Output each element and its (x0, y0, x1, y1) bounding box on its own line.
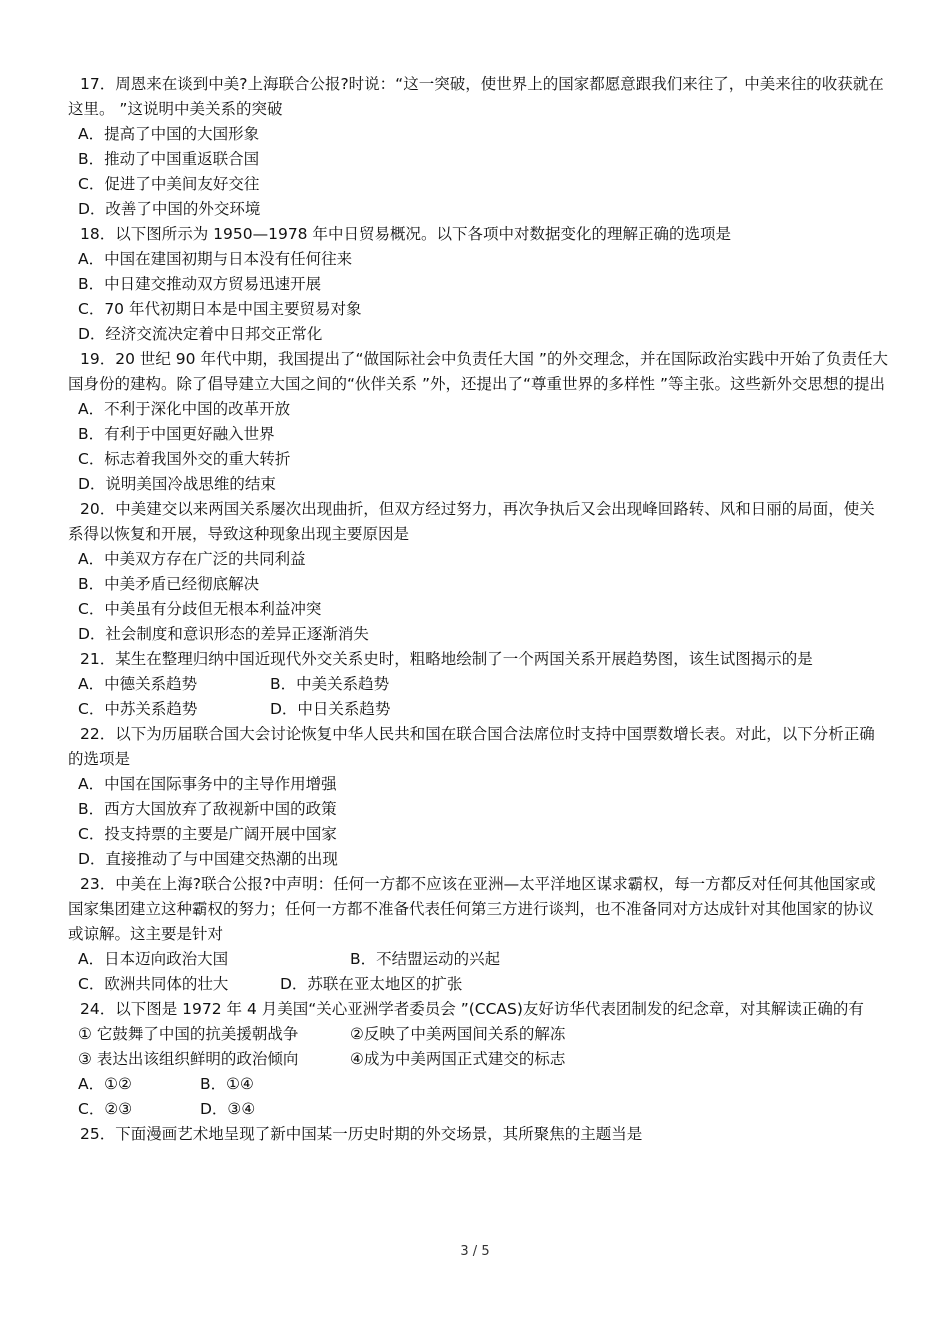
question-21-option-d: D．中日关系趋势 (270, 700, 391, 718)
question-17-option-c: C．促进了中美间友好交往 (78, 175, 260, 193)
question-24-statement-3: ③ 表达出该组织鲜明的政治倾向 (78, 1050, 299, 1068)
question-18-option-c: C．70 年代初期日本是中国主要贸易对象 (78, 300, 362, 318)
question-17-option-b: B．推动了中国重返联合国 (78, 150, 260, 168)
question-19-option-a: A．不利于深化中国的改革开放 (78, 400, 291, 418)
question-18-option-d: D．经济交流决定着中日邦交正常化 (78, 325, 323, 343)
question-24-statement-2: ②反映了中美两国间关系的解冻 (350, 1025, 566, 1043)
question-19-option-c: C．标志着我国外交的重大转折 (78, 450, 291, 468)
question-23-options-row-1 (68, 947, 888, 972)
question-19-stem: 19．20 世纪 90 年代中期，我国提出了“做国际社会中负责任大国 ”的外交理念，并在国际政治实践中开始了负责任大国身份的建构。除了倡导建立大国之间的“伙伴关系 ”外，还提出了“尊重世界的多样性 ”等主张。这些新外交思想的提出 (68, 350, 888, 393)
question-24-stem: 24．以下图是 1972 年 4 月美国“关心亚洲学者委员会 ”(CCAS)友好访华代表团制发的纪念章，对其解读正确的有 (80, 1000, 864, 1018)
question-23-option-b: B．不结盟运动的兴起 (350, 950, 501, 968)
question-18-option-b: B．中日建交推动双方贸易迅速开展 (78, 275, 322, 293)
question-17-option-a: A．提高了中国的大国形象 (78, 125, 260, 143)
question-20-stem: 20．中美建交以来两国关系屡次出现曲折，但双方经过努力，再次争执后又会出现峰回路转、风和日丽的局面，使关系得以恢复和开展，导致这种现象出现主要原因是 (68, 500, 875, 543)
question-24-option-c: C．②③ (78, 1100, 133, 1118)
question-24-statement-4: ④成为中美两国正式建交的标志 (350, 1050, 566, 1068)
question-17-option-d: D．改善了中国的外交环境 (78, 200, 261, 218)
question-22-option-c: C．投支持票的主要是广阔开展中国家 (78, 825, 337, 843)
question-18-option-a: A．中国在建国初期与日本没有任何往来 (78, 250, 353, 268)
page-number: 3 / 5 (460, 1244, 490, 1259)
question-24-option-b: B．①④ (200, 1075, 254, 1093)
question-21-option-c: C．中苏关系趋势 (78, 700, 198, 718)
question-20-option-b: B．中美矛盾已经彻底解决 (78, 575, 260, 593)
question-24-option-d: D．③④ (200, 1100, 256, 1118)
question-24-option-a: A．①② (78, 1075, 132, 1093)
question-21-options-row-1 (68, 672, 888, 697)
question-24-statements-row-1 (68, 1022, 888, 1047)
question-19-option-d: D．说明美国冷战思维的结束 (78, 475, 276, 493)
question-20-option-c: C．中美虽有分歧但无根本利益冲突 (78, 600, 322, 618)
question-20-option-d: D．社会制度和意识形态的差异正逐渐消失 (78, 625, 369, 643)
question-22-stem: 22．以下为历届联合国大会讨论恢复中华人民共和国在联合国合法席位时支持中国票数增长表。对此，以下分析正确的选项是 (68, 725, 875, 768)
question-22-option-b: B．西方大国放弃了敌视新中国的政策 (78, 800, 337, 818)
question-21-stem: 21．某生在整理归纳中国近现代外交关系史时，粗略地绘制了一个两国关系开展趋势图，该生试图揭示的是 (80, 650, 813, 668)
question-17-stem: 17．周恩来在谈到中美?上海联合公报?时说：“这一突破，使世界上的国家都愿意跟我们来往了，中美来往的收获就在这里。 ”这说明中美关系的突破 (68, 75, 884, 118)
question-23-options-row-2 (68, 972, 888, 997)
question-18-stem: 18．以下图所示为 1950—1978 年中日贸易概况。以下各项中对数据变化的理解正确的选项是 (80, 225, 731, 243)
question-20-option-a: A．中美双方存在广泛的共同利益 (78, 550, 306, 568)
question-24-options-row-1 (68, 1072, 888, 1097)
question-22-option-a: A．中国在国际事务中的主导作用增强 (78, 775, 337, 793)
document-body (68, 72, 888, 1147)
question-22-option-d: D．直接推动了与中国建交热潮的出现 (78, 850, 338, 868)
question-25-stem: 25．下面漫画艺术地呈现了新中国某一历史时期的外交场景，其所聚焦的主题当是 (80, 1125, 643, 1143)
question-24-statement-1: ① 它鼓舞了中国的抗美援朝战争 (78, 1025, 299, 1043)
question-23-option-c: C．欧洲共同体的壮大 (78, 975, 229, 993)
question-24-statements-row-2 (68, 1047, 888, 1072)
question-19-option-b: B．有利于中国更好融入世界 (78, 425, 275, 443)
question-21-option-b: B．中美关系趋势 (270, 675, 390, 693)
question-24-options-row-2 (68, 1097, 888, 1122)
question-21-option-a: A．中德关系趋势 (78, 675, 198, 693)
question-21-options-row-2 (68, 697, 888, 722)
question-23-option-a: A．日本迈向政治大国 (78, 950, 229, 968)
question-23-option-d: D．苏联在亚太地区的扩张 (280, 975, 463, 993)
question-23-stem: 23．中美在上海?联合公报?中声明：任何一方都不应该在亚洲—太平洋地区谋求霸权，每一方都反对任何其他国家或国家集团建立这种霸权的努力；任何一方都不准备代表任何第三方进行谈判，也不准备同对方达成针对其他国家的协议或谅解。这主要是针对 (68, 875, 876, 943)
